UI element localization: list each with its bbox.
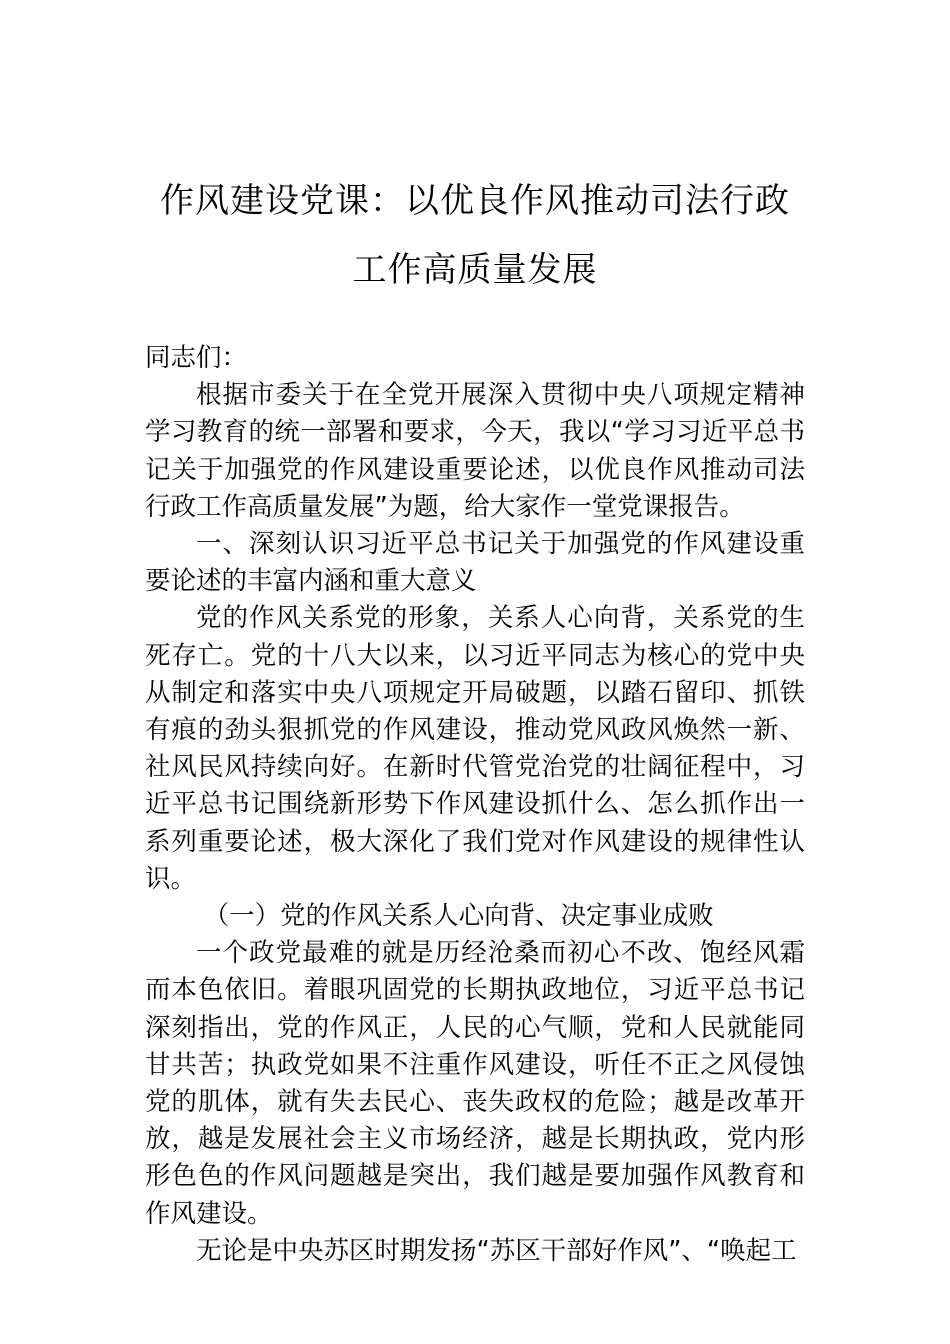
section-heading-1: 一、深刻认识习近平总书记关于加强党的作风建设重要论述的丰富内涵和重大意义 [145, 529, 805, 597]
document-body [145, 340, 805, 1270]
document-title-line-2: 工作高质量发展 [352, 250, 598, 290]
paragraph-3: 无论是中央苏区时期发扬“苏区干部好作风”、“唤起工 [196, 1235, 797, 1266]
paragraph-intro: 根据市委关于在全党开展深入贯彻中央八项规定精神学习教育的统一部署和要求，今天，我以“学习习近平总书记关于加强党的作风建设重要论述，以优良作风推动司法行政工作高质量发展”为题，给大家作一堂党课报告。 [145, 380, 805, 522]
paragraph-2: 一个政党最难的就是历经沧桑而初心不改、饱经风霜而本色依旧。着眼巩固党的长期执政地位，习近平总书记深刻指出，党的作风正，人民的心气顺，党和人民就能同甘共苦；执政党如果不注重作风建设，听任不正之风侵蚀党的肌体，就有失去民心、丧失政权的危险；越是改革开放，越是发展社会主义市场经济，越是长期执政，党内形形色色的作风问题越是突出，我们越是要加强作风教育和作风建设。 [145, 938, 805, 1229]
salutation: 同志们： [145, 343, 248, 373]
document-title-line-1: 作风建设党课：以优良作风推动司法行政 [160, 181, 790, 221]
subsection-heading-1: （一）党的作风关系人心向背、决定事业成败 [203, 901, 714, 932]
paragraph-1: 党的作风关系党的形象，关系人心向背，关系党的生死存亡。党的十八大以来，以习近平同志为核心的党中央从制定和落实中央八项规定开局破题，以踏石留印、抓铁有痕的劲头狠抓党的作风建设，推动党风政风焕然一新、社风民风持续向好。在新时代管党治党的壮阔征程中，习近平总书记围绕新形势下作风建设抓什么、怎么抓作出一系列重要论述，极大深化了我们党对作风建设的规律性认识。 [145, 603, 805, 894]
